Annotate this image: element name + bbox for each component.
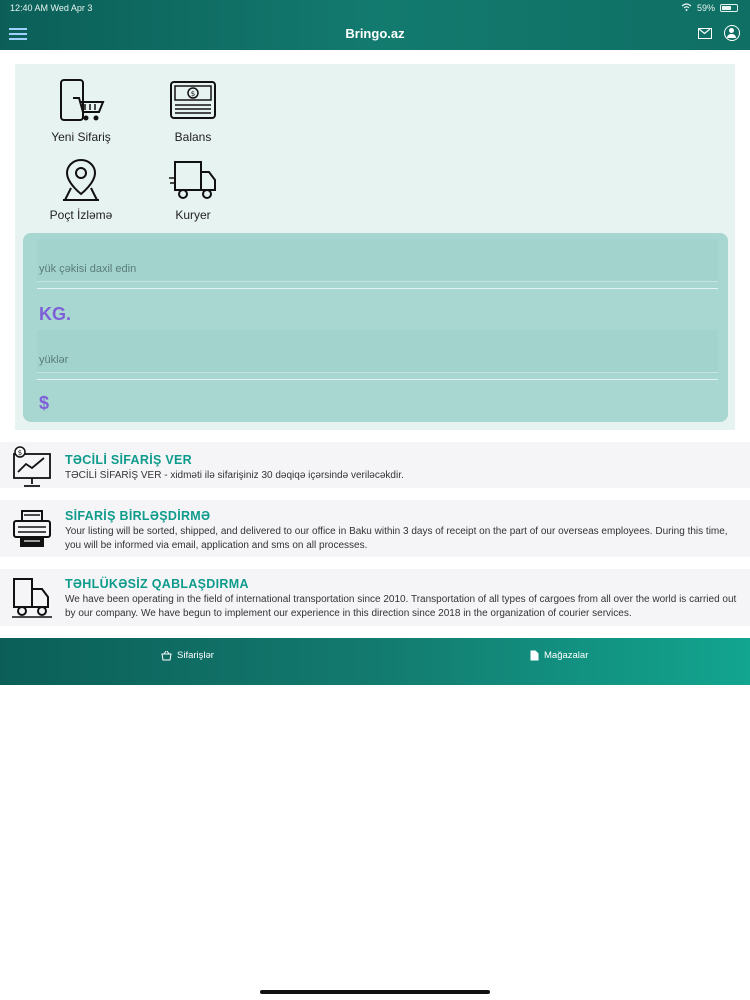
battery-percent: 59%: [696, 3, 715, 13]
svg-text:$: $: [190, 90, 196, 98]
monitor-chart-icon: [10, 446, 54, 490]
cargo-input[interactable]: [37, 330, 718, 380]
phone-cart-icon: [57, 78, 105, 126]
tile-tracking[interactable]: [26, 156, 136, 222]
user-icon[interactable]: [724, 25, 740, 41]
status-time: 12:40 AM Wed Apr 3: [10, 3, 93, 13]
service-title: TƏHLÜKƏSİZ QABLAŞDIRMA: [65, 577, 249, 591]
home-indicator[interactable]: [260, 990, 490, 994]
tile-label: Yeni Sifariş: [51, 130, 111, 144]
service-text: Your listing will be sorted, shipped, and delivered to our office in Baku within 3 days of receipt on the part of our overseas employees. During this time, you will be informed via email, application and sms on all processes.: [65, 526, 728, 551]
tile-label: Balans: [174, 130, 212, 144]
weight-placeholder: yük çəkisi daxil edin: [39, 263, 137, 275]
tab-stores-label: Mağazalar: [544, 650, 589, 661]
tab-orders-label: Sifarişlər: [177, 650, 214, 661]
top-bar: [0, 0, 750, 50]
tile-label: Kuryer: [175, 208, 211, 222]
calculator-form: [23, 233, 728, 422]
service-text: TƏCİLİ SİFARİŞ VER - xidməti ilə sifarişiniz 30 dəqiqə içərsində veriləcəkdir.: [65, 470, 404, 481]
bottom-nav: [0, 638, 750, 685]
app-title: Bringo.az: [345, 26, 405, 41]
wifi-icon: [681, 3, 692, 13]
service-card-merge[interactable]: [0, 500, 750, 557]
service-title: TƏCİLİ SİFARİŞ VER: [65, 453, 192, 467]
currency-label: $: [39, 393, 50, 413]
service-card-urgent[interactable]: [0, 442, 750, 488]
basket-icon: [161, 651, 172, 661]
service-title: SİFARİŞ BİRLƏŞDİRMƏ: [65, 509, 211, 523]
tile-balance[interactable]: [138, 78, 248, 144]
svg-text:$: $: [17, 449, 23, 457]
document-icon: [530, 650, 539, 661]
main-panel: [15, 64, 735, 430]
truck-loading-icon: [10, 575, 54, 619]
tile-courier[interactable]: [138, 156, 248, 222]
printer-icon: [10, 507, 54, 551]
tab-stores[interactable]: [530, 650, 588, 661]
battery-icon: [720, 4, 738, 12]
delivery-truck-icon: [169, 156, 217, 204]
mail-icon[interactable]: [698, 28, 712, 39]
cargo-placeholder: yüklər: [39, 354, 69, 366]
service-text: We have been operating in the field of international transportation since 2010. Transportation of all types of cargoes from all over the world is carried out by our company. We have begun to implement our experience in this direction since 2018 in the organization of courier services.: [65, 594, 737, 619]
tab-orders[interactable]: [161, 650, 214, 661]
location-pin-icon: [57, 156, 105, 204]
tile-new-order[interactable]: [26, 78, 136, 144]
status-right: [681, 3, 738, 13]
weight-unit: KG.: [39, 304, 72, 324]
banknote-icon: [169, 78, 217, 126]
weight-input[interactable]: [37, 239, 718, 289]
service-card-packaging[interactable]: [0, 569, 750, 626]
tile-label: Poçt İzləmə: [49, 208, 113, 222]
